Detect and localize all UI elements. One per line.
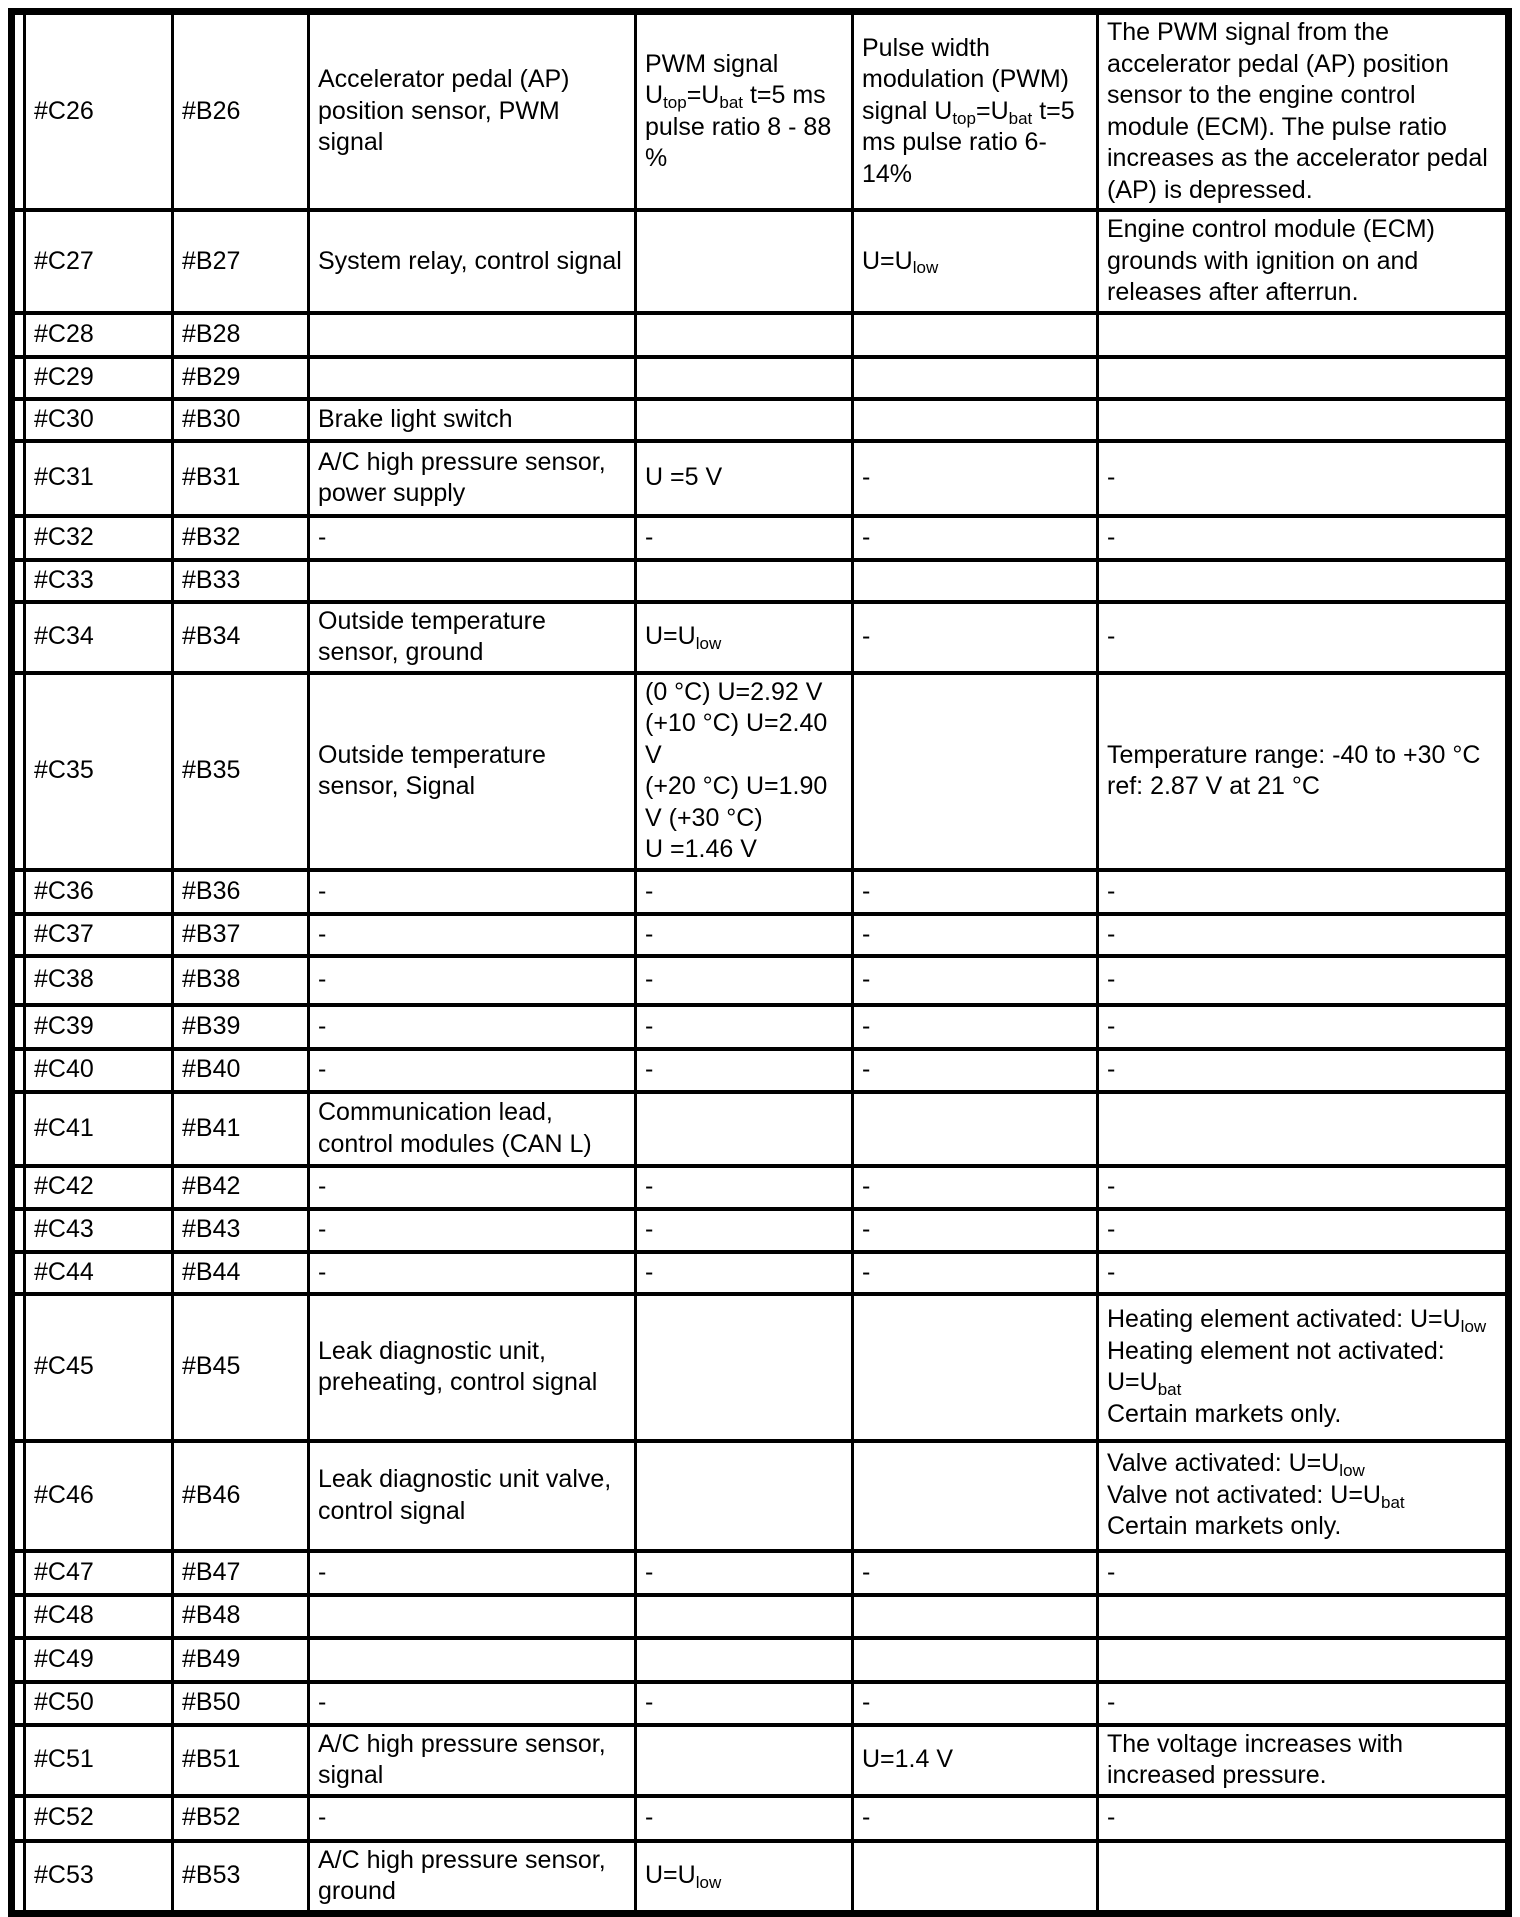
value2-cell xyxy=(853,357,1098,399)
table-row xyxy=(12,1638,1509,1682)
margin-cell xyxy=(12,560,25,602)
margin-cell xyxy=(12,399,25,441)
note-cell: - xyxy=(1098,1551,1509,1595)
pin-b-cell: #B31 xyxy=(173,441,309,516)
pin-c-cell: #C30 xyxy=(25,399,173,441)
component-cell: Communication lead, control modules (CAN L) xyxy=(309,1092,636,1166)
table-row xyxy=(12,673,1509,870)
value2-cell: - xyxy=(853,1005,1098,1049)
value1-cell: - xyxy=(636,1252,853,1294)
pin-c-cell: #C29 xyxy=(25,357,173,399)
pin-b-cell: #B48 xyxy=(173,1595,309,1638)
component-cell: - xyxy=(309,1252,636,1294)
margin-cell xyxy=(12,1252,25,1294)
table-row xyxy=(12,914,1509,956)
pin-c-cell: #C40 xyxy=(25,1049,173,1092)
margin-cell xyxy=(12,1796,25,1841)
margin-cell xyxy=(12,1595,25,1638)
table-row xyxy=(12,1551,1509,1595)
note-cell: - xyxy=(1098,1252,1509,1294)
component-cell: - xyxy=(309,1209,636,1252)
note-cell xyxy=(1098,357,1509,399)
pin-b-cell: #B52 xyxy=(173,1796,309,1841)
component-cell: - xyxy=(309,870,636,914)
margin-cell xyxy=(12,1005,25,1049)
value1-cell: - xyxy=(636,956,853,1005)
pin-b-cell: #B34 xyxy=(173,602,309,673)
value2-cell: - xyxy=(853,956,1098,1005)
pin-c-cell: #C27 xyxy=(25,210,173,313)
table-row xyxy=(12,1595,1509,1638)
value1-cell: $U=U_{low}$ xyxy=(636,602,853,673)
value2-cell xyxy=(853,1638,1098,1682)
value1-cell: - xyxy=(636,1682,853,1725)
component-cell: Leak diagnostic unit, preheating, control signal xyxy=(309,1294,636,1441)
pin-c-cell: #C28 xyxy=(25,313,173,357)
margin-cell xyxy=(12,1841,25,1914)
pin-b-cell: #B51 xyxy=(173,1725,309,1796)
value2-cell: $U=U_{low}$ xyxy=(853,210,1098,313)
pin-b-cell: #B38 xyxy=(173,956,309,1005)
value1-cell: U =5 V xyxy=(636,441,853,516)
value2-cell: - xyxy=(853,1682,1098,1725)
component-cell: A/C high pressure sensor, signal xyxy=(309,1725,636,1796)
note-cell xyxy=(1098,399,1509,441)
table-body xyxy=(12,12,1509,1914)
table-row xyxy=(12,956,1509,1005)
pin-c-cell: #C43 xyxy=(25,1209,173,1252)
note-cell: Engine control module (ECM) grounds with ignition on and releases after afterrun. xyxy=(1098,210,1509,313)
table-row xyxy=(12,1209,1509,1252)
pin-b-cell: #B40 xyxy=(173,1049,309,1092)
pin-c-cell: #C47 xyxy=(25,1551,173,1595)
note-cell: - xyxy=(1098,516,1509,560)
pin-c-cell: #C53 xyxy=(25,1841,173,1914)
table-row xyxy=(12,357,1509,399)
margin-cell xyxy=(12,673,25,870)
table-row xyxy=(12,399,1509,441)
value2-cell xyxy=(853,1294,1098,1441)
margin-cell xyxy=(12,1638,25,1682)
value2-cell xyxy=(853,1092,1098,1166)
value2-cell: - xyxy=(853,870,1098,914)
margin-cell xyxy=(12,1294,25,1441)
pin-c-cell: #C26 xyxy=(25,12,173,211)
value2-cell: - xyxy=(853,1796,1098,1841)
value2-cell: Pulse width modulation (PWM) signal $U_{top}=U_{bat}$ t=5 ms pulse ratio 6-14% xyxy=(853,12,1098,211)
pin-b-cell: #B27 xyxy=(173,210,309,313)
note-cell xyxy=(1098,313,1509,357)
value1-cell: - xyxy=(636,1551,853,1595)
pin-c-cell: #C36 xyxy=(25,870,173,914)
value2-cell: U=1.4 V xyxy=(853,1725,1098,1796)
note-cell: - xyxy=(1098,1796,1509,1841)
margin-cell xyxy=(12,870,25,914)
value2-cell: - xyxy=(853,516,1098,560)
value2-cell: - xyxy=(853,1209,1098,1252)
value1-cell xyxy=(636,560,853,602)
component-cell: - xyxy=(309,1049,636,1092)
note-cell xyxy=(1098,1595,1509,1638)
value1-cell xyxy=(636,1294,853,1441)
note-cell: - xyxy=(1098,914,1509,956)
table-row xyxy=(12,1294,1509,1441)
pin-c-cell: #C50 xyxy=(25,1682,173,1725)
margin-cell xyxy=(12,357,25,399)
pin-b-cell: #B39 xyxy=(173,1005,309,1049)
value1-cell: - xyxy=(636,1005,853,1049)
pin-c-cell: #C38 xyxy=(25,956,173,1005)
note-cell: - xyxy=(1098,441,1509,516)
component-cell xyxy=(309,560,636,602)
value1-cell xyxy=(636,1725,853,1796)
table-row xyxy=(12,210,1509,313)
pin-b-cell: #B50 xyxy=(173,1682,309,1725)
value1-cell: - xyxy=(636,1166,853,1209)
note-cell: The PWM signal from the accelerator pedal (AP) position sensor to the engine control module (ECM). The pulse ratio increases as the accelerator pedal (AP) is depressed. xyxy=(1098,12,1509,211)
pin-b-cell: #B28 xyxy=(173,313,309,357)
margin-cell xyxy=(12,1092,25,1166)
margin-cell xyxy=(12,1441,25,1551)
table-row xyxy=(12,602,1509,673)
component-cell xyxy=(309,313,636,357)
value2-cell xyxy=(853,399,1098,441)
table-row xyxy=(12,1166,1509,1209)
value1-cell: PWM signal $U_{top}=U_{bat}$ t=5 ms pulse ratio 8 - 88 % xyxy=(636,12,853,211)
component-cell xyxy=(309,1595,636,1638)
pin-b-cell: #B37 xyxy=(173,914,309,956)
component-cell: - xyxy=(309,956,636,1005)
pin-b-cell: #B30 xyxy=(173,399,309,441)
value2-cell xyxy=(853,1441,1098,1551)
margin-cell xyxy=(12,516,25,560)
pin-c-cell: #C44 xyxy=(25,1252,173,1294)
note-cell xyxy=(1098,1638,1509,1682)
value2-cell xyxy=(853,560,1098,602)
margin-cell xyxy=(12,1682,25,1725)
value1-cell xyxy=(636,210,853,313)
margin-cell xyxy=(12,956,25,1005)
pin-c-cell: #C34 xyxy=(25,602,173,673)
value1-cell: - xyxy=(636,1796,853,1841)
pin-c-cell: #C46 xyxy=(25,1441,173,1551)
table-row xyxy=(12,1005,1509,1049)
table-row xyxy=(12,1682,1509,1725)
note-cell: Heating element activated: $U=U_{low}$ Heating element not activated: $U=U_{bat}$ Certain markets only. xyxy=(1098,1294,1509,1441)
pin-b-cell: #B46 xyxy=(173,1441,309,1551)
margin-cell xyxy=(12,1049,25,1092)
value2-cell: - xyxy=(853,914,1098,956)
component-cell: System relay, control signal xyxy=(309,210,636,313)
note-cell: - xyxy=(1098,1049,1509,1092)
pin-c-cell: #C39 xyxy=(25,1005,173,1049)
pin-c-cell: #C51 xyxy=(25,1725,173,1796)
pin-c-cell: #C35 xyxy=(25,673,173,870)
note-cell: - xyxy=(1098,870,1509,914)
note-cell xyxy=(1098,560,1509,602)
table-row xyxy=(12,441,1509,516)
pin-b-cell: #B29 xyxy=(173,357,309,399)
component-cell: A/C high pressure sensor, ground xyxy=(309,1841,636,1914)
value1-cell xyxy=(636,1638,853,1682)
component-cell: - xyxy=(309,1796,636,1841)
margin-cell xyxy=(12,441,25,516)
margin-cell xyxy=(12,914,25,956)
value1-cell xyxy=(636,1595,853,1638)
component-cell xyxy=(309,1638,636,1682)
value2-cell: - xyxy=(853,1049,1098,1092)
value1-cell: - xyxy=(636,870,853,914)
value1-cell: - xyxy=(636,516,853,560)
note-cell: - xyxy=(1098,1682,1509,1725)
pin-c-cell: #C32 xyxy=(25,516,173,560)
pin-b-cell: #B44 xyxy=(173,1252,309,1294)
pin-c-cell: #C45 xyxy=(25,1294,173,1441)
margin-cell xyxy=(12,313,25,357)
component-cell: - xyxy=(309,1005,636,1049)
value1-cell: - xyxy=(636,1209,853,1252)
value1-cell: - xyxy=(636,914,853,956)
value2-cell xyxy=(853,1841,1098,1914)
value1-cell xyxy=(636,1441,853,1551)
pin-b-cell: #B53 xyxy=(173,1841,309,1914)
value2-cell: - xyxy=(853,602,1098,673)
component-cell xyxy=(309,357,636,399)
note-cell: - xyxy=(1098,1166,1509,1209)
value1-cell xyxy=(636,357,853,399)
margin-cell xyxy=(12,12,25,211)
table-row xyxy=(12,516,1509,560)
pin-b-cell: #B47 xyxy=(173,1551,309,1595)
note-cell: - xyxy=(1098,1209,1509,1252)
table-row xyxy=(12,1252,1509,1294)
note-cell: Temperature range: -40 to +30 °C ref: 2.87 V at 21 °C xyxy=(1098,673,1509,870)
value1-cell xyxy=(636,313,853,357)
margin-cell xyxy=(12,1725,25,1796)
component-cell: Brake light switch xyxy=(309,399,636,441)
pin-c-cell: #C33 xyxy=(25,560,173,602)
note-cell: - xyxy=(1098,956,1509,1005)
table-row xyxy=(12,1725,1509,1796)
margin-cell xyxy=(12,602,25,673)
table-row xyxy=(12,313,1509,357)
value2-cell: - xyxy=(853,441,1098,516)
table-row xyxy=(12,1441,1509,1551)
value1-cell: (0 °C) U=2.92 V (+10 °C) U=2.40 V (+20 °C) U=1.90 V (+30 °C) U =1.46 V xyxy=(636,673,853,870)
pin-b-cell: #B43 xyxy=(173,1209,309,1252)
pin-b-cell: #B26 xyxy=(173,12,309,211)
note-cell xyxy=(1098,1841,1509,1914)
pin-b-cell: #B33 xyxy=(173,560,309,602)
note-cell: - xyxy=(1098,602,1509,673)
value2-cell xyxy=(853,673,1098,870)
pin-c-cell: #C37 xyxy=(25,914,173,956)
margin-cell xyxy=(12,1209,25,1252)
pin-b-cell: #B41 xyxy=(173,1092,309,1166)
component-cell: - xyxy=(309,914,636,956)
note-cell: - xyxy=(1098,1005,1509,1049)
pin-b-cell: #B32 xyxy=(173,516,309,560)
pin-c-cell: #C31 xyxy=(25,441,173,516)
component-cell: Outside temperature sensor, Signal xyxy=(309,673,636,870)
value1-cell: - xyxy=(636,1049,853,1092)
note-cell xyxy=(1098,1092,1509,1166)
table-row xyxy=(12,1049,1509,1092)
value2-cell: - xyxy=(853,1252,1098,1294)
value2-cell xyxy=(853,1595,1098,1638)
component-cell: Outside temperature sensor, ground xyxy=(309,602,636,673)
note-cell: The voltage increases with increased pressure. xyxy=(1098,1725,1509,1796)
component-cell: - xyxy=(309,1682,636,1725)
table-row xyxy=(12,1841,1509,1914)
pin-c-cell: #C42 xyxy=(25,1166,173,1209)
pin-c-cell: #C49 xyxy=(25,1638,173,1682)
pin-b-cell: #B36 xyxy=(173,870,309,914)
component-cell: - xyxy=(309,1166,636,1209)
pin-b-cell: #B35 xyxy=(173,673,309,870)
component-cell: - xyxy=(309,1551,636,1595)
margin-cell xyxy=(12,1166,25,1209)
pin-c-cell: #C48 xyxy=(25,1595,173,1638)
note-cell: Valve activated: $U=U_{low}$ Valve not activated: $U=U_{bat}$ Certain markets only. xyxy=(1098,1441,1509,1551)
component-cell: Leak diagnostic unit valve, control signal xyxy=(309,1441,636,1551)
margin-cell xyxy=(12,1551,25,1595)
value1-cell xyxy=(636,399,853,441)
table-row xyxy=(12,1796,1509,1841)
component-cell: Accelerator pedal (AP) position sensor, PWM signal xyxy=(309,12,636,211)
component-cell: A/C high pressure sensor, power supply xyxy=(309,441,636,516)
margin-cell xyxy=(12,210,25,313)
value2-cell: - xyxy=(853,1166,1098,1209)
table-row xyxy=(12,1092,1509,1166)
pin-c-cell: #C41 xyxy=(25,1092,173,1166)
value1-cell: $U=U_{low}$ xyxy=(636,1841,853,1914)
value2-cell xyxy=(853,313,1098,357)
value1-cell xyxy=(636,1092,853,1166)
pin-b-cell: #B45 xyxy=(173,1294,309,1441)
value2-cell: - xyxy=(853,1551,1098,1595)
table-row xyxy=(12,12,1509,211)
table-row xyxy=(12,560,1509,602)
pin-b-cell: #B42 xyxy=(173,1166,309,1209)
pin-c-cell: #C52 xyxy=(25,1796,173,1841)
pin-b-cell: #B49 xyxy=(173,1638,309,1682)
component-cell: - xyxy=(309,516,636,560)
pin-signal-table xyxy=(8,8,1512,1917)
table-row xyxy=(12,870,1509,914)
